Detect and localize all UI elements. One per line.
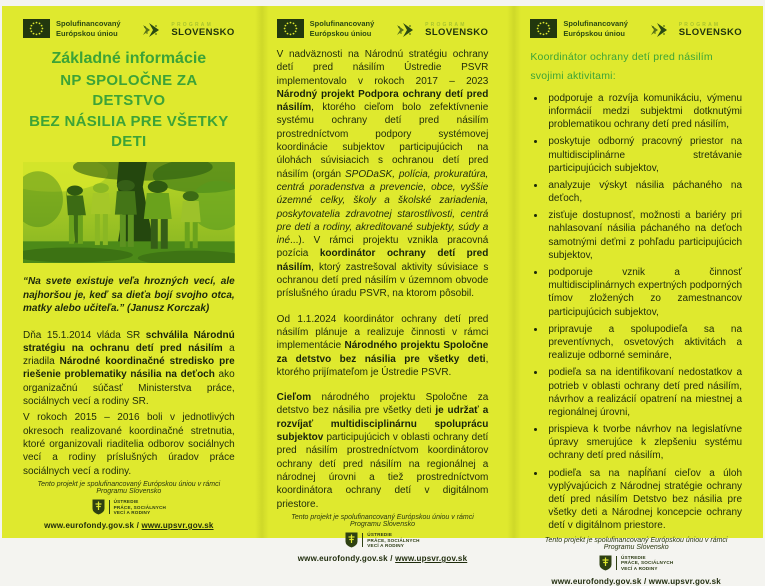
footer-disclaimer: Tento projekt je spolufinancovaný Európskou úniou v rámci Programu Slovensko bbox=[291, 513, 474, 528]
paragraph-project-goal: Cieľom národného projektu Spoločne za detstvo bez násilia pre všetky deti je udržať a rozvíjať multidisciplinárnu spoluprácu subjektov participujúcich v oblasti ochrany detí pred násilím prostredníctvom koordinátorov ochrany detí pred násilím na regionálnej a národnej úrovni a tiež prostredníctvom koordinátora ochrany detí v digitálnom priestore. bbox=[276, 392, 489, 510]
program-logo-text: PROGRAM SLOVENSKO bbox=[171, 21, 235, 38]
quote-text: “Na svete existuje veľa hrozných vecí, ale najhoršou je, keď sa dieťa bojí svojho otca, matky alebo učiteľa.” (Janusz Korczak) bbox=[23, 276, 235, 315]
upsvr-logo bbox=[530, 555, 742, 572]
bullet-item: • analyzuje výskyt násilia páchaného na deťoch, bbox=[546, 179, 742, 205]
paragraph-meetings-2015-2016: V rokoch 2015 – 2016 boli v jednotlivých okresoch realizované koordinačné stretnutia, ktoré organizovali riaditelia odborov sociálnych vecí a rodiny príslušných úradov práce sociálnych vecí a rodiny. bbox=[23, 412, 235, 477]
eu-cofinanced-logo bbox=[277, 19, 375, 38]
link-upsvr: www.upsvr.gov.sk bbox=[141, 521, 214, 530]
link-separator: / bbox=[641, 576, 649, 586]
eu-cofinanced-logo bbox=[530, 19, 628, 38]
column-2 bbox=[256, 6, 510, 563]
logo-divider bbox=[616, 556, 617, 570]
spacer bbox=[277, 304, 489, 313]
link-eurofondy: www.eurofondy.gov.sk bbox=[551, 576, 642, 586]
paragraph-np-podpora: V nadväznosti na Národnú stratégiu ochrany detí pred násilím Ústredie PSVR implementovalo v rokoch 2017 – 2023 Národný projekt Podpora ochrany detí pred násilím, ktorého cieľom bolo zefektívnenie systému ochrany detí pred násilím prostredníctvom podpory systémovej koordinácie subjektov participujúcich na úlohách súvisiacich s ochranou detí pred násilím (orgán SPODaSK, polícia, prokuratúra, centrá poradenstva a prevencie, obce, vyššie územné celky, školy a školské zariadenia, poskytovatelia zdravotnej starostlivosti, centrá pre deti a rodiny, akreditované subjekty, súdy a iné...). V rámci projektu vznikla pracovná pozícia koordinátor ochrany detí pred násilím, ktorý zastrešoval aktivity súvisiace s ochranou detí pred násilím v územnom obvode príslušného úradu PSVR, na ktorom pôsobil. bbox=[276, 49, 489, 300]
halftone-chevrons-icon bbox=[141, 21, 167, 39]
eu-cofinanced-logo bbox=[23, 19, 121, 38]
program-logo-text: PROGRAM SLOVENSKO bbox=[425, 21, 489, 38]
spacer bbox=[277, 382, 489, 391]
footer-links bbox=[530, 577, 742, 586]
upsvr-logo-text: ÚSTREDIE PRÁCE, SOCIÁLNYCH VECÍ A RODINY bbox=[367, 531, 420, 549]
leaflet-sheet bbox=[2, 6, 763, 586]
column-footer bbox=[530, 537, 742, 586]
paragraph-strategy-2014: Dňa 15.1.2014 vláda SR schválila Národnú stratégiu na ochranu detí pred násilím a zriadila Národné koordinačné stredisko pre riešenie problematiky násilia na deťoch ako organizačnú súčasť Ministerstva práce, sociálnych vecí a rodiny SR. bbox=[23, 329, 235, 408]
page-title-line2: NP SPOLOČNE ZA DETSTVO bbox=[60, 72, 198, 110]
column-3 bbox=[509, 6, 763, 586]
eu-flag-icon bbox=[530, 19, 557, 38]
halftone-chevrons-icon bbox=[395, 21, 421, 39]
page-title-line1: Základné informácie bbox=[51, 50, 207, 67]
eu-logo-text: Spolufinancovaný Európskou úniou bbox=[309, 19, 375, 38]
footer-links bbox=[277, 554, 489, 563]
eu-flag-icon bbox=[277, 19, 304, 38]
page-title bbox=[23, 50, 235, 152]
program-slovensko-logo bbox=[649, 19, 742, 39]
bullet-item: • poskytuje odborný pracovný priestor na multidisciplinárne stretávanie participujúcich subjektov, bbox=[546, 135, 742, 175]
link-separator: / bbox=[387, 554, 396, 563]
activities-heading: Koordinátor ochrany detí pred násilím svojimi aktivitami: bbox=[530, 51, 713, 82]
upsvr-logo-text: ÚSTREDIE PRÁCE, SOCIÁLNYCH VECÍ A RODINY bbox=[620, 554, 674, 572]
header-logos bbox=[530, 19, 742, 39]
bullet-item: • podporuje vznik a činnosť multidisciplinárnych expertných podporných tímov zložených zo zamestnancov participujúcich subjektov, bbox=[546, 266, 742, 319]
bullet-item: • zisťuje dostupnosť, možnosti a bariéry pri nahlasovaní násilia páchaného na deťoch samotnými deťmi z pohľadu participujúcich subjektov, bbox=[546, 209, 742, 262]
bullet-item: • podporuje a rozvíja komunikáciu, výmenu informácií medzi subjektmi dotknutými problematikou ochrany detí pred násilím, bbox=[546, 92, 742, 132]
activities-list bbox=[530, 92, 742, 537]
eu-flag-icon bbox=[23, 19, 50, 38]
eu-logo-text: Spolufinancovaný Európskou úniou bbox=[563, 19, 628, 38]
logo-divider bbox=[109, 500, 110, 514]
header-logos bbox=[277, 19, 489, 39]
header-logos bbox=[23, 19, 235, 39]
upsvr-logo bbox=[23, 499, 235, 516]
link-upsvr: www.upsvr.gov.sk bbox=[395, 554, 468, 563]
footer-disclaimer: Tento projekt je spolufinancovaný Európskou úniou v rámci Programu Slovensko bbox=[37, 480, 221, 495]
logo-divider bbox=[362, 533, 363, 547]
eu-logo-text: Spolufinancovaný Európskou úniou bbox=[56, 19, 121, 38]
slovak-emblem-icon bbox=[345, 532, 358, 548]
link-eurofondy: www.eurofondy.gov.sk bbox=[44, 521, 135, 530]
slovak-emblem-icon bbox=[92, 499, 105, 515]
program-slovensko-logo bbox=[395, 19, 488, 39]
upsvr-logo-text: ÚSTREDIE PRÁCE, SOCIÁLNYCH VECÍ A RODINY bbox=[113, 498, 167, 516]
column-1 bbox=[2, 6, 256, 538]
footer-disclaimer: Tento projekt je spolufinancovaný Európskou úniou v rámci Programu Slovensko bbox=[544, 536, 728, 551]
link-upsvr: www.upsvr.gov.sk bbox=[648, 576, 721, 586]
page-title-line3: BEZ NÁSILIA PRE VŠETKY DETI bbox=[29, 112, 229, 150]
footer-links bbox=[23, 521, 235, 530]
link-separator: / bbox=[134, 521, 142, 530]
bullet-item: • pripravuje a spolupodieľa sa na preventívnych, osvetových aktivitách a realizuje odborné semináre, bbox=[546, 323, 742, 363]
bullet-item: • prispieva k tvorbe návrhov na legislatívne úpravy smerujúce k zlepšeniu systému ochrany detí pred násilím, bbox=[546, 423, 742, 463]
slovak-emblem-icon bbox=[599, 555, 612, 571]
column-footer bbox=[277, 514, 489, 563]
column-footer bbox=[23, 481, 235, 530]
program-logo-text: PROGRAM SLOVENSKO bbox=[678, 21, 743, 38]
link-eurofondy: www.eurofondy.gov.sk bbox=[297, 554, 388, 563]
paragraph-2024-coordinator: Od 1.1.2024 koordinátor ochrany detí pred násilím plánuje a realizuje činnosti v rámci implementácie Národného projektu Spoločne za detstvo bez násilia pre všetky deti, ktorého prijímateľom je Ústredie PSVR. bbox=[276, 313, 489, 378]
bullet-item: • podieľa sa na napĺňaní cieľov a úloh vyplývajúcich z Národnej stratégie ochrany detí pred násilím Detstvo bez násilia pre všetky deti a Národnej koncepcie ochrany detí v digitálnom priestore. bbox=[546, 467, 742, 533]
bullet-item: • podieľa sa na identifikovaní nedostatkov a potrieb v oblasti ochrany detí pred násilím, návrhov a realizácií opatrení na miestnej a regionálnej úrovni, bbox=[546, 366, 742, 419]
upsvr-logo bbox=[277, 532, 489, 549]
children-photo bbox=[23, 162, 235, 263]
program-slovensko-logo bbox=[141, 19, 234, 39]
halftone-chevrons-icon bbox=[649, 21, 675, 39]
